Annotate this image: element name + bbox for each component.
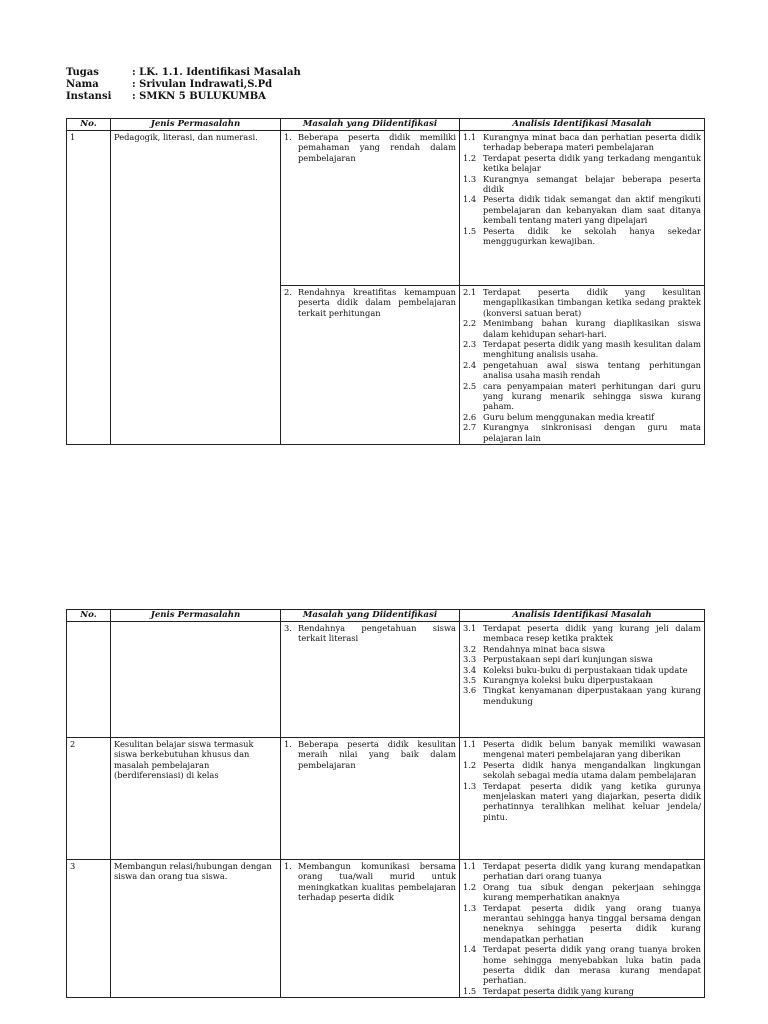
item-number: 1.1 — [463, 739, 477, 749]
table-header-row — [67, 119, 705, 131]
list-item — [284, 132, 456, 163]
item-text: Terdapat peserta didik yang terkadang mengantuk ketika belajar — [483, 152, 701, 174]
item-number: 2.6 — [463, 411, 477, 422]
list-item — [463, 174, 701, 195]
list-item — [463, 132, 701, 153]
item-number: 3.6 — [463, 685, 477, 696]
item-text: Rendahnya minat baca siswa — [483, 643, 606, 654]
item-text: Perpustakaan sepi dari kunjungan siswa — [483, 654, 653, 665]
header-value: : SMKN 5 BULUKUMBA — [132, 91, 266, 102]
item-number: 1. — [284, 739, 292, 749]
item-number: 1. — [284, 132, 292, 142]
item-number: 1. — [284, 861, 292, 871]
item-text: Peserta didik ke sekolah hanya sekedar menggugurkan kewajiban. — [483, 225, 701, 247]
item-text: Guru belum menggunakan media kreatif — [483, 411, 655, 422]
problem-table-1 — [66, 118, 705, 445]
item-text: Peserta didik hanya mengandalkan lingkungan sekolah sebagai media utama dalam pembelajaran — [483, 759, 701, 781]
item-text: Terdapat peserta didik yang kesulitan mengaplikasikan timbangan ketika sedang praktek (konversi satuan berat) — [483, 287, 701, 318]
item-number: 2.5 — [463, 380, 477, 391]
list-item — [463, 675, 701, 685]
list-item — [463, 781, 701, 823]
item-text: Terdapat peserta didik yang masih kesulitan dalam menghitung analisis usaha. — [483, 339, 701, 360]
item-number: 1.4 — [463, 944, 477, 955]
list-item — [284, 287, 456, 318]
item-text: Membangun komunikasi bersama orang tua/wali murid untuk meningkatkan kualitas pembelajaran terhadap peserta didik — [298, 861, 456, 903]
item-number: 3.2 — [463, 643, 477, 654]
problem-table-2 — [66, 609, 705, 998]
item-text: Koleksi buku-buku di perpustakaan tidak update — [483, 664, 688, 675]
table-row — [67, 131, 705, 286]
item-number: 2.4 — [463, 359, 477, 370]
item-text: Rendahnya kreatifitas kemampuan peserta didik dalam pembelajaran terkait perhitungan — [298, 287, 456, 318]
item-number: 3. — [284, 623, 292, 633]
cell-jenis — [111, 622, 281, 738]
item-text: Kurangnya sinkronisasi dengan guru mata pelajaran lain — [483, 422, 701, 443]
item-text: Terdapat peserta didik yang kurang — [483, 985, 634, 996]
item-number: 2.2 — [463, 318, 477, 329]
cell-no: 1 — [67, 131, 111, 445]
header-value: : Srivulan Indrawati,S.Pd — [132, 79, 273, 90]
item-text: Peserta didik tidak semangat dan aktif mengikuti pembelajaran dan kebanyakan diam saat ditanya kembali tentang materi yang dipelajari — [483, 194, 701, 226]
item-number: 1.3 — [463, 173, 477, 184]
list-item — [284, 861, 456, 903]
item-text: Kurangnya semangat belajar beberapa peserta didik — [483, 173, 701, 195]
list-item — [284, 623, 456, 644]
list-item — [463, 861, 701, 882]
item-text: pengetahuan awal siswa tentang perhitungan analisa usaha masih rendah — [483, 359, 701, 381]
list-item — [463, 360, 701, 381]
cell-masalah — [281, 286, 460, 445]
doc-header — [66, 67, 301, 103]
list-item — [463, 339, 701, 360]
list-item — [463, 194, 701, 225]
item-number: 1.3 — [463, 780, 477, 791]
list-item — [463, 739, 701, 760]
cell-no: 2 — [67, 738, 111, 860]
col-header-jenis: Jenis Permasalahn — [111, 610, 281, 622]
item-number: 2. — [284, 287, 292, 297]
cell-masalah — [281, 860, 460, 998]
item-text: Terdapat peserta didik yang orang tuanya merantau sehingga hanya tinggal bersama dengan neneknya sehingga peserta didik kurang mendapatkan perhatian — [483, 902, 701, 944]
header-label: Nama — [66, 79, 99, 90]
list-item — [463, 412, 701, 422]
cell-analisis — [460, 286, 705, 445]
col-header-jenis: Jenis Permasalahn — [111, 119, 281, 131]
list-item — [463, 685, 701, 706]
col-header-no: No. — [67, 610, 111, 622]
col-header-no: No. — [67, 119, 111, 131]
cell-masalah — [281, 622, 460, 738]
cell-analisis — [460, 622, 705, 738]
item-text: Orang tua sibuk dengan pekerjaan sehingga kurang memperhatikan anaknya — [483, 881, 701, 903]
item-text: Terdapat peserta didik yang kurang jeli dalam membaca resep ketika praktek — [483, 623, 701, 644]
col-header-analisis: Analisis Identifikasi Masalah — [460, 119, 705, 131]
cell-jenis: Membangun relasi/hubungan dengan siswa dan orang tua siswa. — [111, 860, 281, 998]
list-item — [463, 760, 701, 781]
header-row-instansi — [66, 91, 301, 103]
item-number: 2.3 — [463, 339, 477, 350]
table-row — [67, 622, 705, 738]
list-item — [463, 287, 701, 318]
header-value: : LK. 1.1. Identifikasi Masalah — [132, 67, 301, 78]
list-item — [463, 665, 701, 675]
item-text: Beberapa peserta didik memiliki pemahaman yang rendah dalam pembelajaran — [298, 132, 456, 163]
list-item — [463, 644, 701, 654]
list-item — [463, 422, 701, 443]
list-item — [463, 318, 701, 339]
item-text: cara penyampaian materi perhitungan dari guru yang kurang menarik sehingga siswa kurang paham. — [483, 380, 701, 412]
item-number: 2.1 — [463, 287, 477, 297]
table-header-row — [67, 610, 705, 622]
cell-analisis — [460, 131, 705, 286]
item-number: 1.1 — [463, 861, 477, 871]
item-number: 3.1 — [463, 623, 477, 633]
item-number: 3.4 — [463, 664, 477, 675]
item-text: Rendahnya pengetahuan siswa terkait literasi — [298, 623, 456, 644]
cell-analisis — [460, 738, 705, 860]
cell-no — [67, 622, 111, 738]
col-header-analisis: Analisis Identifikasi Masalah — [460, 610, 705, 622]
table-row — [67, 860, 705, 998]
item-text: Terdapat peserta didik yang orang tuanya broken home sehingga menyebabkan luka batin pada peserta didik dan merasa kurang mendapat perhatian. — [483, 944, 701, 986]
list-item — [463, 986, 701, 996]
item-text: Terdapat peserta didik yang kurang mendapatkan perhatian dari orang tuanya — [483, 861, 701, 882]
list-item — [463, 381, 701, 412]
item-number: 1.2 — [463, 152, 477, 163]
item-number: 1.4 — [463, 194, 477, 205]
item-number: 1.5 — [463, 985, 477, 996]
list-item — [463, 226, 701, 247]
cell-analisis — [460, 860, 705, 998]
item-number: 1.2 — [463, 759, 477, 770]
item-number: 3.5 — [463, 675, 477, 686]
list-item — [463, 903, 701, 945]
cell-jenis: Kesulitan belajar siswa termasuk siswa berkebutuhan khusus dan masalah pembelajaran (berdiferensiasi) di kelas — [111, 738, 281, 860]
header-row-nama — [66, 79, 301, 91]
item-number: 1.1 — [463, 132, 477, 142]
list-item — [463, 944, 701, 986]
cell-masalah — [281, 738, 460, 860]
list-item — [463, 882, 701, 903]
item-text: Kurangnya minat baca dan perhatian peserta didik terhadap beberapa materi pembelajaran — [483, 132, 701, 153]
col-header-masalah: Masalah yang Diidentifikasi — [281, 610, 460, 622]
header-label: Instansi — [66, 91, 112, 102]
item-text: Terdapat peserta didik yang ketika gurunya menjelaskan materi yang diajarkan, peserta didik perhatinnya teralihkan melihat keluar jendela/ pintu. — [483, 780, 701, 822]
item-text: Beberapa peserta didik kesulitan meraih nilai yang baik dalam pembelajaran — [298, 739, 456, 770]
table-row — [67, 738, 705, 860]
cell-no: 3 — [67, 860, 111, 998]
list-item — [463, 654, 701, 664]
item-number: 2.7 — [463, 422, 477, 433]
item-text: Tingkat kenyamanan diperpustakaan yang kurang mendukung — [483, 685, 701, 706]
list-item — [463, 623, 701, 644]
item-number: 3.3 — [463, 654, 477, 665]
list-item — [463, 153, 701, 174]
header-row-tugas — [66, 67, 301, 79]
item-number: 1.3 — [463, 902, 477, 913]
cell-masalah — [281, 131, 460, 286]
list-item — [284, 739, 456, 770]
item-number: 1.5 — [463, 225, 477, 236]
cell-jenis: Pedagogik, literasi, dan numerasi. — [111, 131, 281, 445]
item-number: 1.2 — [463, 881, 477, 892]
header-label: Tugas — [66, 67, 99, 78]
item-text: Menimbang bahan kurang diaplikasikan siswa dalam kehidupan sehari-hari. — [483, 318, 701, 339]
col-header-masalah: Masalah yang Diidentifikasi — [281, 119, 460, 131]
item-text: Kurangnya koleksi buku diperpustakaan — [483, 675, 653, 686]
item-text: Peserta didik belum banyak memiliki wawasan mengenai materi pembelajaran yang diberikan — [483, 739, 701, 760]
